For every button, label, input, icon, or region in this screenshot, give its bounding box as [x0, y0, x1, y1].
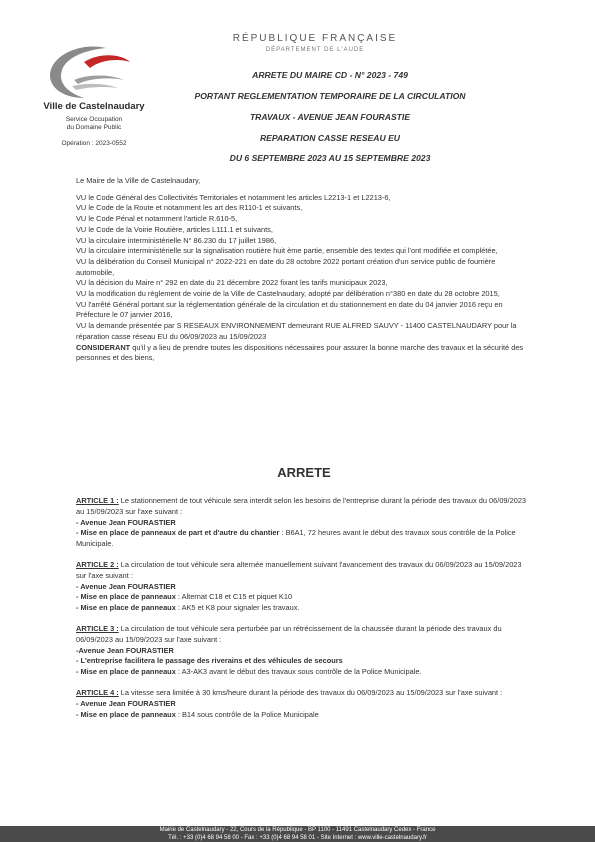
article-measure-label: - L'entreprise facilitera le passage des riverains et des véhicules de secours — [76, 656, 343, 666]
service-name — [14, 116, 174, 132]
footer-contact: Tél. : +33 (0)4 68 94 58 00 - Fax : +33 (0)4 68 94 58 01 - Site Internet : www.ville-castelnaudary.fr — [168, 835, 427, 841]
footer-address: Mairie de Castelnaudary - 22, Cours de la République - BP 1100 - 11491 Castelnaudary Cedex - France — [159, 827, 436, 833]
article-2 — [76, 560, 532, 614]
article-measure-label: - Mise en place de panneaux — [76, 709, 176, 719]
articles — [76, 496, 532, 730]
visa-item: VU le Code Général des Collectivités Territoriales et notamment les articles L2213-1 et L2213-6, — [76, 192, 391, 202]
article-measure-label: - Mise en place de panneaux — [76, 667, 176, 677]
article-measure-text: : B6A1, 72 heures avant le début des travaux sous contrôle de la Police Municipale. — [76, 528, 516, 549]
operation-number: Opération : 2023-0552 — [61, 140, 127, 147]
visa-item: VU la demande présentée par S RESEAUX ENVIRONNEMENT demeurant RUE ALFRED SAUVY - 11400 CASTELNAUDARY pour la réparation casse réseau EU du 06/09/2023 au 15/09/2023 — [76, 321, 517, 341]
article-text: La vitesse sera limitée à 30 kms/heure durant la période des travaux du 06/09/2023 au 15/09/2023 sur l'axe suivant : — [118, 687, 503, 697]
article-street: - Avenue Jean FOURASTIER — [76, 698, 176, 708]
article-street: - Avenue Jean FOURASTIER — [76, 581, 176, 591]
article-4 — [76, 688, 532, 720]
considerant-text: qu'il y a lieu de prendre toutes les dispositions nécessaires pour assurer la bonne marche des travaux et la sécurité des personnes et des biens, — [76, 342, 524, 363]
article-measure-text: : A3-AK3 avant le début des travaux sous contrôle de la Police Municipale. — [175, 667, 422, 677]
article-label: ARTICLE 2 : — [76, 559, 119, 569]
article-street: -Avenue Jean FOURASTIER — [76, 645, 174, 655]
article-1 — [76, 496, 532, 550]
article-3 — [76, 624, 532, 678]
republic-header: RÉPUBLIQUE FRANÇAISE — [232, 33, 398, 44]
decree-works-type: REPARATION CASSE RESEAU EU — [259, 133, 401, 143]
visa-item: VU l'arrêté Général portant sur la réglementation générale de la circulation et du stationnement en date du 04 janvier 2016 reçu en Préfecture le 07 janvier 2016, — [76, 299, 503, 320]
department-header: DÉPARTEMENT DE L'AUDE — [265, 47, 365, 53]
service-line-2: du Domaine Public — [66, 124, 122, 131]
visa-item: VU le Code de la Voirie Routière, articles L111.1 et suivants, — [76, 224, 273, 234]
visa-item: VU la circulaire interministérielle sur la signalisation routière huit ème partie, ensemble des textes qui l'ont modifiée et complétée, — [76, 246, 498, 256]
visa-item: VU la décision du Maire n° 292 en date du 21 décembre 2022 fixant les tarifs municipaux 2023, — [76, 278, 388, 288]
preamble — [76, 176, 532, 364]
visa-item: VU la circulaire interministérielle N° 86.230 du 17 juillet 1986, — [76, 235, 277, 245]
article-measure-label: - Mise en place de panneaux — [76, 603, 176, 613]
preamble-intro: Le Maire de la Ville de Castelnaudary, — [76, 176, 201, 185]
decree-number: ARRETE DU MAIRE CD - N° 2023 - 749 — [252, 70, 408, 80]
visa-item: VU la délibération du Conseil Municipal n° 2022-221 en date du 28 octobre 2022 portant création d'un service public de fourrière automobile, — [76, 256, 496, 277]
article-text: Le stationnement de tout véhicule sera interdit selon les besoins de l'entreprise durant la période des travaux du 06/09/2023 au 15/09/2023 sur l'axe suivant : — [76, 496, 527, 516]
article-measure-text: : B14 sous contrôle de la Police Municipale — [175, 709, 319, 719]
service-line-1: Service Occupation — [65, 116, 123, 123]
decree-dates: DU 6 SEPTEMBRE 2023 AU 15 SEPTEMBRE 2023 — [229, 153, 431, 163]
visa-item: VU le Code de la Route et notamment les art des R110-1 et suivants, — [76, 203, 303, 213]
article-label: ARTICLE 3 : — [76, 623, 119, 633]
article-text: La circulation de tout véhicule sera perturbée par un rétrécissement de la chaussée durant la période des travaux du 06/09/2023 au 15/09/2023 sur l'axe suivant : — [76, 623, 502, 644]
decree-subject: PORTANT REGLEMENTATION TEMPORAIRE DE LA CIRCULATION — [194, 91, 466, 101]
visa-item: VU le Code Pénal et notamment l'article R.610-5, — [76, 214, 238, 224]
article-measure-label: - Mise en place de panneaux de part et d'autre du chantier — [76, 528, 280, 538]
article-measure-text: : Alternat C18 et C15 et piquet K10 — [175, 592, 293, 602]
decree-works-location: TRAVAUX - AVENUE JEAN FOURASTIE — [249, 112, 411, 122]
city-logo — [44, 40, 134, 102]
visa-item: VU la modification du règlement de voirie de la Ville de Castelnaudary, adopté par délibération n°380 en date du 28 octobre 2015, — [76, 289, 500, 299]
article-street: - Avenue Jean FOURASTIER — [76, 517, 176, 527]
article-label: ARTICLE 1 : — [76, 496, 119, 505]
article-label: ARTICLE 4 : — [76, 687, 119, 697]
footer — [0, 826, 595, 842]
article-text: La circulation de tout véhicule sera alternée manuellement suivant l'avancement des travaux du 06/09/2023 au 15/09/2023 sur l'axe suivant : — [76, 559, 522, 580]
decree-heading: ARRETE — [277, 465, 331, 480]
article-measure-label: - Mise en place de panneaux — [76, 592, 176, 602]
article-measure-text: : AK5 et K8 pour signaler les travaux. — [175, 603, 300, 613]
considerant-label: CONSIDERANT — [76, 342, 131, 352]
considerant — [76, 343, 532, 364]
city-name: Ville de Castelnaudary — [43, 101, 145, 112]
